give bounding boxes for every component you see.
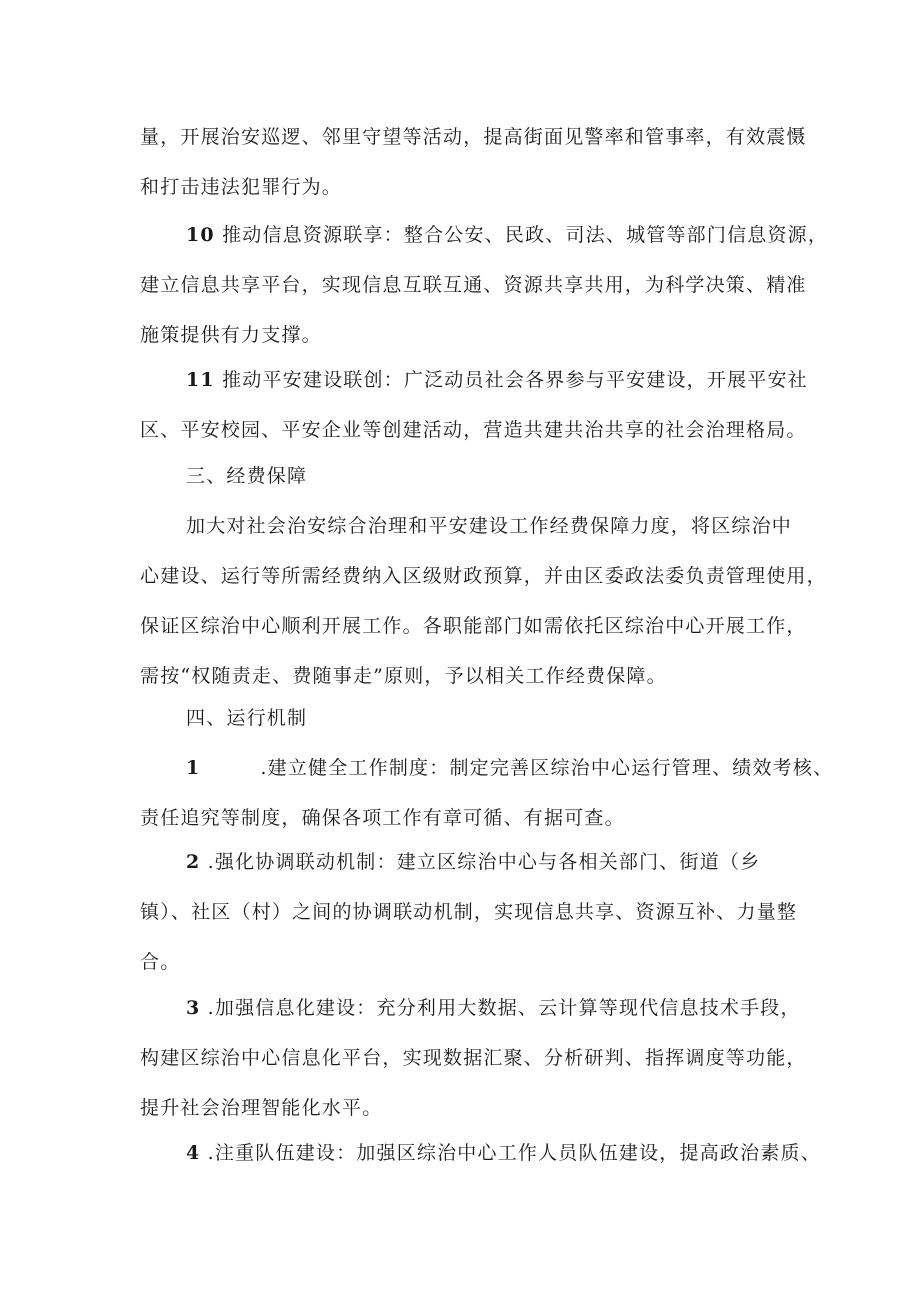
paragraph-public-security	[140, 112, 807, 212]
item-text: .强化协调联动机制：建立区综治中心与各相关部门、街道（乡	[200, 851, 761, 873]
text-line	[140, 210, 829, 260]
paragraph-item-2	[140, 837, 798, 987]
text-line: 构建区综治中心信息化平台，实现数据汇聚、分析研判、指挥调度等功能，	[140, 1047, 807, 1069]
text-line	[140, 1128, 821, 1178]
paragraph-item-3	[140, 983, 807, 1133]
text-line: 提升社会治理智能化水平。	[140, 1097, 383, 1119]
text-line: 合。	[140, 951, 181, 973]
text-line	[140, 983, 801, 1033]
paragraph-item-11	[140, 355, 808, 455]
text-line	[140, 837, 792, 887]
item-text: 推动平安建设联创：广泛动员社会各界参与平安建设，开展平安社	[214, 369, 808, 391]
text-line: 施策提供有力支撑。	[140, 324, 322, 346]
item-number: 2	[186, 851, 201, 873]
text-line: 建立信息共享平台，实现信息互联互通、资源共享共用，为科学决策、精准	[140, 274, 807, 296]
text-line: 保证区综治中心顺利开展工作。各职能部门如需依托区综治中心开展工作，	[140, 615, 807, 637]
section-heading-mechanism: 四、运行机制	[186, 707, 308, 729]
text-line: 区、平安校园、平安企业等创建活动，营造共建共治共享的社会治理格局。	[140, 419, 807, 441]
item-text: .建立健全工作制度：制定完善区综治中心运行管理、绩效考核、	[260, 757, 834, 779]
text-line: 镇）、社区（村）之间的协调联动机制，实现信息共享、资源互补、力量整	[140, 901, 798, 923]
text-line: 需按“权随责走、费随事走”原则，予以相关工作经费保障。	[140, 665, 667, 687]
item-number: 10	[186, 224, 215, 246]
item-text: .加强信息化建设：充分利用大数据、云计算等现代信息技术手段，	[200, 997, 801, 1019]
item-number: 1	[186, 757, 201, 779]
paragraph-funding	[140, 501, 827, 701]
text-line	[140, 743, 834, 793]
item-number: 3	[186, 997, 201, 1019]
text-line: 加大对社会治安综合治理和平安建设工作经费保障力度，将区综治中	[186, 515, 793, 537]
paragraph-item-10	[140, 210, 829, 360]
text-line: 责任追究等制度，确保各项工作有章可循、有据可查。	[140, 807, 625, 829]
item-text: .注重队伍建设：加强区综治中心工作人员队伍建设，提高政治素质、	[200, 1142, 821, 1164]
item-number: 11	[186, 369, 215, 391]
item-number: 4	[186, 1142, 201, 1164]
item-text: 推动信息资源联享：整合公安、民政、司法、城管等部门信息资源，	[214, 224, 829, 246]
paragraph-item-4	[140, 1128, 821, 1178]
text-line	[140, 355, 808, 405]
paragraph-item-1	[140, 743, 834, 843]
text-line: 心建设、运行等所需经费纳入区级财政预算，并由区委政法委负责管理使用，	[140, 565, 827, 587]
text-line: 和打击违法犯罪行为。	[140, 176, 343, 198]
section-heading-funding: 三、经费保障	[186, 465, 308, 487]
text-line: 量，开展治安巡逻、邻里守望等活动，提高街面见警率和管事率，有效震慑	[140, 126, 807, 148]
